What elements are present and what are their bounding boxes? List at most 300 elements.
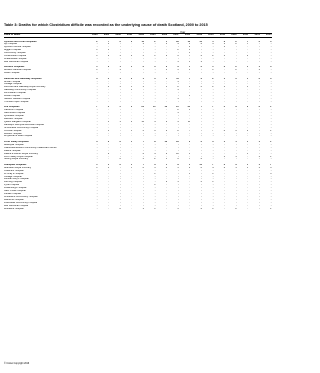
year-value-cell: - bbox=[201, 72, 202, 75]
year-value-cell: 1 bbox=[223, 86, 226, 89]
year-value-cell: 1 bbox=[223, 140, 226, 143]
year-value-cell: - bbox=[224, 181, 226, 184]
year-value-cell: 1 bbox=[212, 172, 214, 175]
place-name-cell: Forth Valley hospitals bbox=[4, 140, 29, 143]
year-value-cell: 2 bbox=[223, 163, 226, 166]
year-value-cell: 1 bbox=[131, 129, 133, 132]
year-value-cell: 2 bbox=[165, 120, 168, 123]
year-value-cell: 10 bbox=[176, 152, 179, 155]
year-value-cell: 3 bbox=[177, 66, 179, 69]
year-value-cell: 1 bbox=[212, 66, 214, 69]
year-value-cell: - bbox=[270, 192, 272, 195]
year-value-cell: - bbox=[131, 149, 133, 152]
year-value-cell: - bbox=[224, 187, 226, 190]
year-value-cell: - bbox=[119, 192, 121, 195]
year-value-cell: - bbox=[201, 172, 202, 175]
year-value-cell: - bbox=[201, 132, 202, 135]
year-value-cell: 6 bbox=[177, 158, 179, 161]
year-value-cell: 11 bbox=[176, 77, 179, 80]
year-value-cell: - bbox=[259, 146, 260, 149]
year-value-cell: - bbox=[96, 129, 98, 132]
year-value-cell: - bbox=[131, 43, 133, 46]
year-value-cell: - bbox=[224, 92, 226, 95]
place-name-cell: St Andrews Community Hospital bbox=[4, 126, 39, 129]
year-value-cell: - bbox=[189, 100, 191, 103]
year-value-cell: - bbox=[189, 175, 191, 178]
year-value-cell: - bbox=[212, 132, 214, 135]
year-value-cell: - bbox=[235, 49, 237, 52]
year-value-cell: - bbox=[224, 98, 226, 100]
year-value-cell: 11 bbox=[153, 106, 156, 109]
year-value-cell: - bbox=[247, 149, 249, 152]
place-name-cell: Victoria Hospital bbox=[4, 129, 22, 132]
year-value-cell: - bbox=[235, 143, 237, 146]
year-value-cell: - bbox=[212, 118, 214, 121]
year-value-cell: - bbox=[201, 149, 202, 152]
year-value-cell: 9 bbox=[189, 140, 191, 143]
year-value-cell: - bbox=[235, 204, 237, 207]
year-value-cell: 11 bbox=[199, 163, 202, 166]
year-value-cell: - bbox=[270, 92, 272, 95]
year-value-cell: - bbox=[189, 115, 191, 118]
year-value-cell: 1 bbox=[177, 181, 179, 184]
year-value-cell: 3 bbox=[154, 166, 156, 169]
year-value-cell: 1 bbox=[177, 80, 179, 83]
year-value-cell: - bbox=[224, 169, 226, 172]
year-value-cell: - bbox=[166, 178, 168, 181]
year-value-cell: - bbox=[154, 89, 156, 92]
year-value-cell: - bbox=[224, 100, 226, 103]
column-header-year: 2009 bbox=[190, 34, 202, 38]
year-value-cell: 6 bbox=[177, 55, 179, 58]
year-value-cell: - bbox=[201, 135, 202, 138]
year-value-cell: - bbox=[247, 175, 249, 178]
year-value-cell: - bbox=[270, 80, 272, 83]
table-title: Table 3: Deaths for which Clostridium difficile was recorded as the underlying cause of death Scotland, 2000 to 2015 bbox=[4, 23, 208, 27]
deaths-table bbox=[4, 33, 272, 210]
year-value-cell: - bbox=[166, 192, 168, 195]
year-value-cell: - bbox=[143, 155, 144, 158]
year-value-cell: 1 bbox=[235, 140, 237, 143]
year-value-cell: - bbox=[224, 207, 226, 210]
year-value-cell: - bbox=[166, 60, 168, 63]
year-value-cell: - bbox=[189, 92, 191, 95]
year-value-cell: - bbox=[108, 201, 110, 204]
year-value-cell: - bbox=[247, 46, 249, 49]
year-value-cell: - bbox=[154, 178, 156, 181]
year-value-cell: 4 bbox=[177, 43, 179, 46]
year-value-cell: 1 bbox=[177, 60, 179, 63]
year-value-cell: 2 bbox=[200, 43, 202, 46]
year-value-cell: - bbox=[247, 172, 249, 175]
year-value-cell: - bbox=[270, 190, 272, 193]
year-value-cell: - bbox=[96, 52, 98, 55]
year-value-cell: - bbox=[177, 172, 179, 175]
year-value-cell: 1 bbox=[142, 77, 144, 80]
year-value-cell: - bbox=[189, 149, 191, 152]
year-value-cell: 0 bbox=[235, 77, 237, 80]
year-value-cell: - bbox=[201, 83, 202, 86]
year-value-cell: - bbox=[154, 175, 156, 178]
year-value-cell: 1 bbox=[96, 66, 98, 69]
year-value-cell: - bbox=[259, 95, 260, 98]
year-value-cell: - bbox=[177, 132, 179, 135]
year-value-cell: - bbox=[270, 158, 272, 161]
year-value-cell: - bbox=[259, 109, 260, 112]
year-value-cell: 1 bbox=[107, 163, 110, 166]
year-value-cell: - bbox=[259, 184, 260, 187]
column-header-year: 2013 bbox=[237, 34, 249, 38]
year-value-cell: - bbox=[119, 109, 121, 112]
year-value-cell: - bbox=[212, 92, 214, 95]
column-header-year: 2003 bbox=[121, 34, 133, 38]
year-value-cell: 1 bbox=[107, 129, 110, 132]
year-value-cell: - bbox=[166, 95, 168, 98]
place-name-cell: Fleming Hospital bbox=[4, 181, 22, 184]
year-value-cell: - bbox=[270, 60, 272, 63]
year-value-cell: - bbox=[96, 115, 98, 118]
year-value-cell: - bbox=[201, 152, 202, 155]
year-value-cell: - bbox=[259, 187, 260, 190]
year-value-cell: 6 bbox=[131, 166, 133, 169]
year-value-cell: - bbox=[177, 143, 179, 146]
year-value-cell: - bbox=[189, 187, 191, 190]
year-value-cell: 18 bbox=[176, 40, 179, 43]
year-value-cell: 2 bbox=[107, 152, 110, 155]
year-value-cell: 2 bbox=[119, 163, 121, 166]
year-value-cell: - bbox=[201, 80, 202, 83]
year-value-cell: 4 bbox=[107, 106, 110, 109]
year-value-cell: - bbox=[166, 172, 168, 175]
year-value-cell: - bbox=[119, 178, 121, 181]
place-name-cell: Crosshouse Hospital bbox=[4, 55, 27, 58]
year-value-cell: 0 bbox=[246, 66, 249, 69]
year-value-cell: 2 bbox=[165, 181, 168, 184]
year-value-cell: 2 bbox=[246, 106, 249, 109]
year-value-cell: - bbox=[189, 143, 191, 146]
year-value-cell: - bbox=[224, 158, 226, 161]
year-value-cell: - bbox=[212, 46, 214, 49]
year-value-cell: - bbox=[143, 184, 144, 187]
year-value-cell: - bbox=[270, 146, 272, 149]
year-value-cell: - bbox=[119, 152, 121, 155]
year-caption: Year bbox=[180, 31, 186, 34]
year-value-cell: 1 bbox=[154, 55, 156, 58]
year-value-cell: - bbox=[201, 195, 202, 198]
year-value-cell: - bbox=[177, 123, 179, 126]
year-value-cell: - bbox=[235, 80, 237, 83]
year-value-cell: - bbox=[177, 57, 179, 60]
year-value-cell: 4 bbox=[189, 66, 191, 69]
year-value-cell: - bbox=[247, 198, 249, 201]
year-value-cell: - bbox=[235, 175, 237, 178]
year-value-cell: 11 bbox=[141, 40, 144, 43]
year-value-cell: - bbox=[119, 60, 121, 63]
year-value-cell: 1 bbox=[258, 155, 260, 158]
year-value-cell: - bbox=[143, 95, 144, 98]
year-value-cell: 1 bbox=[258, 166, 260, 169]
year-value-cell: - bbox=[96, 201, 98, 204]
year-value-cell: 0 bbox=[96, 77, 98, 80]
year-value-cell: - bbox=[154, 49, 156, 52]
year-value-cell: 13 bbox=[164, 140, 168, 143]
year-value-cell: - bbox=[201, 112, 202, 115]
year-value-cell: - bbox=[154, 132, 156, 135]
year-value-cell: 0 bbox=[223, 66, 226, 69]
year-value-cell: - bbox=[108, 198, 110, 201]
year-value-cell: - bbox=[212, 126, 214, 129]
year-value-cell: 2 bbox=[212, 77, 214, 80]
year-value-cell: - bbox=[224, 172, 226, 175]
year-value-cell: - bbox=[96, 86, 98, 89]
year-value-cell: - bbox=[212, 178, 214, 181]
year-value-cell: - bbox=[224, 132, 226, 135]
year-value-cell: 0 bbox=[270, 77, 272, 80]
year-value-cell: - bbox=[131, 92, 133, 95]
year-value-cell: - bbox=[201, 123, 202, 126]
year-value-cell: - bbox=[96, 143, 98, 146]
year-value-cell: - bbox=[270, 169, 272, 172]
year-value-cell: 1 bbox=[119, 77, 121, 80]
year-value-cell: - bbox=[177, 52, 179, 55]
year-value-cell: - bbox=[96, 198, 98, 201]
year-value-cell: - bbox=[96, 155, 98, 158]
year-value-cell: - bbox=[224, 198, 226, 201]
year-value-cell: 5 bbox=[165, 40, 168, 43]
year-value-cell: - bbox=[131, 126, 133, 129]
year-value-cell: 7 bbox=[142, 140, 144, 143]
year-value-cell: - bbox=[212, 187, 214, 190]
year-value-cell: - bbox=[259, 207, 260, 210]
year-value-cell: - bbox=[108, 92, 110, 95]
year-value-cell: - bbox=[154, 149, 156, 152]
place-name-cell: Borders hospitals bbox=[4, 66, 25, 69]
year-value-cell: - bbox=[259, 158, 260, 161]
year-value-cell: 2 bbox=[154, 158, 156, 161]
year-value-cell: - bbox=[131, 169, 133, 172]
year-value-cell: - bbox=[212, 109, 214, 112]
year-value-cell: - bbox=[247, 146, 249, 149]
year-value-cell: - bbox=[96, 178, 98, 181]
year-value-cell: 1 bbox=[96, 49, 98, 52]
year-value-cell: - bbox=[131, 118, 133, 121]
year-value-cell: 2 bbox=[189, 166, 191, 169]
year-value-cell: - bbox=[247, 143, 249, 146]
year-value-cell: - bbox=[270, 175, 272, 178]
year-value-cell: - bbox=[143, 135, 144, 138]
year-value-cell: 1 bbox=[270, 207, 272, 210]
year-value-cell: - bbox=[201, 89, 202, 92]
year-value-cell: - bbox=[96, 195, 98, 198]
year-value-cell: 6 bbox=[119, 140, 121, 143]
year-value-cell: - bbox=[189, 135, 191, 138]
year-value-cell: 2 bbox=[235, 66, 237, 69]
year-value-cell: - bbox=[108, 100, 110, 103]
year-value-cell: 7 bbox=[189, 129, 191, 132]
year-value-cell: 1 bbox=[131, 89, 133, 92]
column-header-year: 2005 bbox=[144, 34, 156, 38]
year-value-cell: - bbox=[247, 60, 249, 63]
year-value-cell: - bbox=[154, 57, 156, 60]
year-value-cell: - bbox=[212, 100, 214, 103]
year-value-cell: - bbox=[143, 192, 144, 195]
year-value-cell: - bbox=[119, 166, 121, 169]
place-name-cell: Kincardine Community Hospital bbox=[4, 195, 38, 198]
year-value-cell: - bbox=[224, 192, 226, 195]
year-value-cell: 0 bbox=[258, 77, 260, 80]
year-value-cell: - bbox=[247, 112, 249, 115]
year-value-cell: - bbox=[154, 204, 156, 207]
year-value-cell: - bbox=[143, 109, 144, 112]
table-body bbox=[4, 37, 272, 210]
year-value-cell: - bbox=[119, 80, 121, 83]
year-value-cell: 6 bbox=[200, 166, 202, 169]
year-value-cell: - bbox=[108, 52, 110, 55]
year-value-cell: - bbox=[96, 184, 98, 187]
year-value-cell: 1 bbox=[270, 106, 272, 109]
year-value-cell: - bbox=[270, 132, 272, 135]
year-value-cell: - bbox=[247, 98, 249, 100]
year-value-cell: 2 bbox=[154, 40, 156, 43]
year-value-cell: - bbox=[270, 115, 272, 118]
year-value-cell: - bbox=[270, 69, 272, 72]
year-value-cell: - bbox=[189, 112, 191, 115]
year-value-cell: - bbox=[224, 118, 226, 121]
year-value-cell: 16 bbox=[176, 140, 179, 143]
year-value-cell: - bbox=[235, 198, 237, 201]
year-value-cell: - bbox=[96, 204, 98, 207]
year-value-cell: - bbox=[235, 190, 237, 193]
place-name-cell: Cottage Hospital bbox=[4, 83, 22, 86]
year-value-cell: - bbox=[212, 120, 214, 123]
year-value-cell: - bbox=[201, 155, 202, 158]
year-value-cell: - bbox=[119, 129, 121, 132]
year-value-cell: - bbox=[96, 120, 98, 123]
year-value-cell: - bbox=[143, 143, 144, 146]
year-value-cell: - bbox=[259, 43, 260, 46]
year-value-cell: - bbox=[119, 198, 121, 201]
place-name-cell: Kelso Hospital bbox=[4, 72, 20, 75]
year-value-cell: 1 bbox=[177, 98, 179, 100]
year-value-cell: - bbox=[131, 135, 133, 138]
year-value-cell: 6 bbox=[119, 40, 121, 43]
year-value-cell: - bbox=[166, 109, 168, 112]
year-value-cell: 3 bbox=[200, 86, 202, 89]
year-value-cell: 0 bbox=[142, 66, 144, 69]
year-value-cell: 1 bbox=[246, 152, 249, 155]
column-header-year: 2007 bbox=[167, 34, 179, 38]
year-value-cell: 3 bbox=[246, 43, 249, 46]
year-value-cell: - bbox=[119, 149, 121, 152]
year-value-cell: - bbox=[235, 172, 237, 175]
year-value-cell: - bbox=[143, 60, 144, 63]
year-value-cell: - bbox=[166, 204, 168, 207]
year-value-cell: - bbox=[259, 198, 260, 201]
year-value-cell: - bbox=[143, 201, 144, 204]
year-value-cell: - bbox=[189, 126, 191, 129]
year-value-cell: - bbox=[259, 112, 260, 115]
place-name-cell: Dumfries and Galloway hospitals bbox=[4, 77, 42, 80]
place-name-cell: Bellsdyke Hospital bbox=[4, 143, 24, 146]
year-value-cell: 0 bbox=[131, 66, 133, 69]
year-value-cell: - bbox=[247, 123, 249, 126]
year-value-cell: - bbox=[96, 100, 98, 103]
year-value-cell: 18 bbox=[187, 40, 191, 43]
year-value-cell: - bbox=[143, 49, 144, 52]
column-header-year: 2002 bbox=[109, 34, 121, 38]
year-value-cell: - bbox=[189, 201, 191, 204]
year-value-cell: 1 bbox=[189, 52, 191, 55]
year-value-cell: - bbox=[96, 89, 98, 92]
year-value-cell: - bbox=[270, 112, 272, 115]
year-value-cell: 15 bbox=[176, 106, 179, 109]
place-name-cell: Chalmers Hospital bbox=[4, 169, 24, 172]
year-value-cell: - bbox=[131, 52, 133, 55]
year-value-cell: 1 bbox=[235, 166, 237, 169]
year-value-cell: - bbox=[154, 195, 156, 198]
year-value-cell: - bbox=[259, 92, 260, 95]
year-value-cell: 1 bbox=[258, 69, 260, 72]
year-value-cell: - bbox=[177, 46, 179, 49]
year-value-cell: 2 bbox=[189, 46, 191, 49]
year-value-cell: - bbox=[259, 118, 260, 121]
year-value-cell: - bbox=[189, 190, 191, 193]
year-value-cell: 1 bbox=[223, 43, 226, 46]
year-value-cell: - bbox=[259, 204, 260, 207]
year-value-cell: - bbox=[212, 195, 214, 198]
year-value-cell: 1 bbox=[154, 184, 156, 187]
year-value-cell: - bbox=[177, 204, 179, 207]
year-value-cell: - bbox=[108, 175, 110, 178]
year-value-cell: 2 bbox=[223, 166, 226, 169]
year-value-cell: - bbox=[119, 100, 121, 103]
place-name-cell: Lynebank Hospital bbox=[4, 115, 24, 118]
year-value-cell: - bbox=[96, 207, 98, 210]
year-value-cell: - bbox=[131, 184, 133, 187]
place-name-cell: Clackmannanshire Community Healthcare Centre bbox=[4, 146, 57, 149]
year-value-cell: - bbox=[235, 89, 237, 92]
year-value-cell: - bbox=[247, 178, 249, 181]
year-value-cell: - bbox=[212, 175, 214, 178]
year-value-cell: 7 bbox=[270, 163, 272, 166]
year-value-cell: - bbox=[259, 190, 260, 193]
year-value-cell: - bbox=[96, 126, 98, 129]
place-name-cell: Biggart Hospital bbox=[4, 49, 21, 52]
year-value-cell: - bbox=[119, 135, 121, 138]
year-value-cell: 1 bbox=[131, 86, 133, 89]
place-name-cell: Kirklandside Hospital bbox=[4, 57, 27, 60]
year-value-cell: - bbox=[177, 72, 179, 75]
year-value-cell: - bbox=[259, 129, 260, 132]
year-value-cell: - bbox=[154, 181, 156, 184]
year-value-cell: - bbox=[235, 178, 237, 181]
year-value-cell: - bbox=[212, 146, 214, 149]
year-value-cell: - bbox=[96, 118, 98, 121]
year-value-cell: - bbox=[270, 57, 272, 60]
year-value-cell: 0 bbox=[258, 40, 260, 43]
year-value-cell: - bbox=[131, 112, 133, 115]
year-value-cell: - bbox=[235, 95, 237, 98]
year-value-cell: - bbox=[154, 135, 156, 138]
year-value-cell: - bbox=[177, 178, 179, 181]
year-value-cell: - bbox=[154, 100, 156, 103]
year-value-cell: - bbox=[96, 169, 98, 172]
year-value-cell: 2 bbox=[246, 129, 249, 132]
year-value-cell: - bbox=[154, 98, 156, 100]
year-value-cell: - bbox=[270, 100, 272, 103]
year-value-cell: 6 bbox=[119, 158, 121, 161]
year-value-cell: - bbox=[108, 192, 110, 195]
